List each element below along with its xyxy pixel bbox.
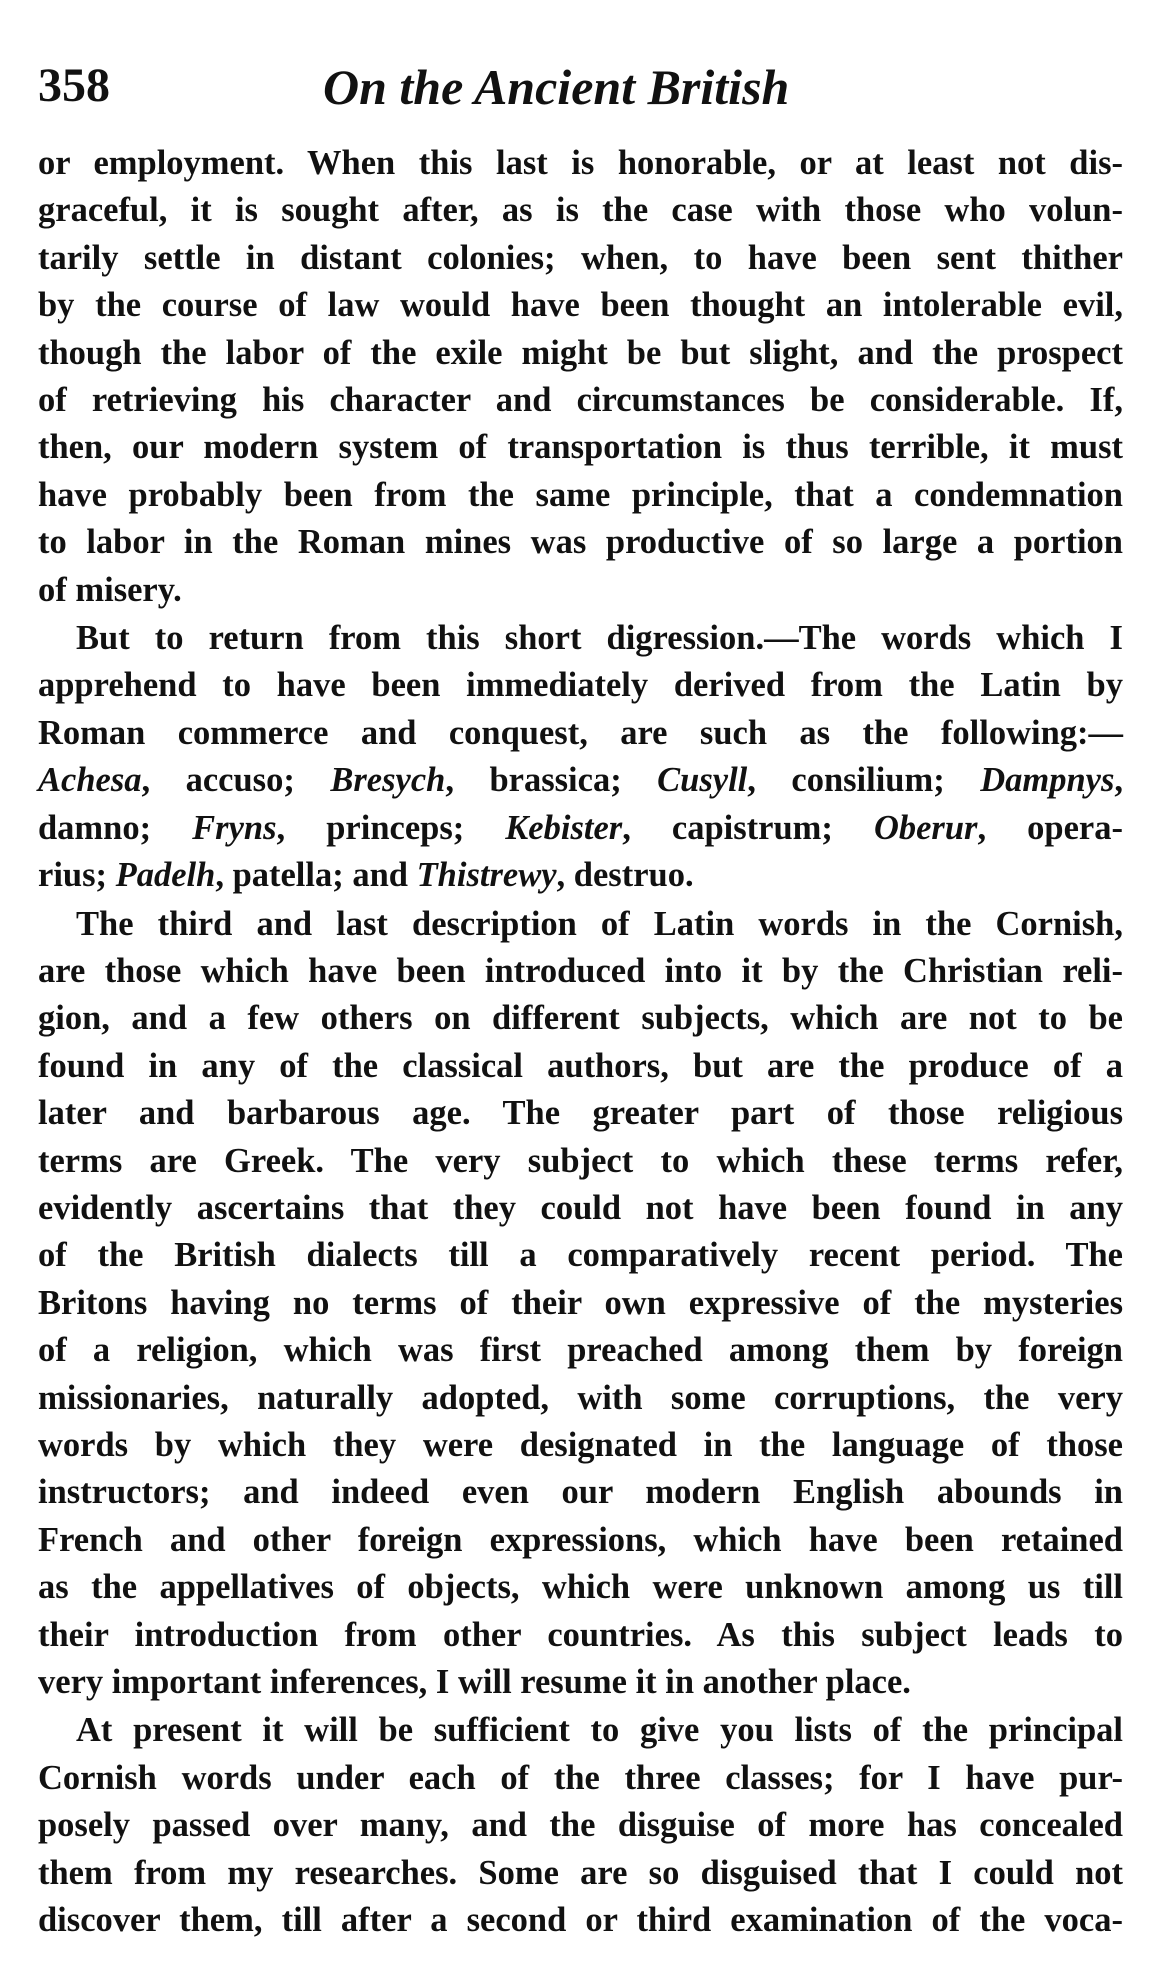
latin-word: princeps: [326, 808, 453, 847]
connector-word: and: [352, 856, 408, 895]
latin-word: damno: [38, 808, 140, 847]
text-line: Cornish words under each of the three classes; for I have pur-: [38, 1758, 1123, 1797]
text-line: found in any of the classical authors, but are the produce of a: [38, 1046, 1123, 1085]
page-number: 358: [38, 59, 110, 112]
cornish-word: Fryns: [192, 808, 277, 847]
text-line: or employment. When this last is honorable, or at least not dis-: [38, 144, 1123, 182]
latin-word: accuso: [185, 761, 284, 800]
running-head: On the Ancient British: [323, 59, 790, 115]
paragraph-2: [38, 615, 1123, 899]
text-line: are those which have been introduced into it by the Christian reli-: [38, 951, 1123, 990]
latin-word-part: rius: [38, 856, 96, 895]
latin-word: consilium: [791, 761, 934, 800]
glossary-line: damno; Fryns, princeps; Kebister, capistrum; Oberur, opera-: [38, 808, 1123, 847]
text-line: very important inferences, I will resume it in another place.: [38, 1663, 911, 1701]
text-line: evidently ascertains that they could not have been found in any: [38, 1188, 1123, 1227]
text-line: At present it will be sufficient to give you lists of the principal: [76, 1711, 1123, 1750]
latin-word: destruo: [573, 856, 685, 895]
text-line: have probably been from the same principle, that a condemnation: [38, 475, 1123, 514]
text-line: Roman commerce and conquest, are such as the following:—: [38, 713, 1123, 752]
body-text: [38, 140, 1123, 1944]
text-line: as the appellatives of objects, which were unknown among us till: [38, 1568, 1123, 1607]
text-line: of retrieving his character and circumstances be considerable. If,: [38, 381, 1123, 420]
latin-word: brassica: [489, 761, 611, 800]
glossary-line: Achesa, accuso; Bresych, brassica; Cusyll, consilium; Dampnys,: [38, 761, 1124, 800]
text-line: apprehend to have been immediately derived from the Latin by: [38, 666, 1123, 705]
text-line: instructors; and indeed even our modern English abounds in: [38, 1473, 1123, 1512]
text-line: posely passed over many, and the disguise of more has concealed: [38, 1806, 1123, 1845]
text-line: gion, and a few others on different subjects, which are not to be: [38, 999, 1123, 1038]
text-line: graceful, it is sought after, as is the case with those who volun-: [38, 191, 1123, 230]
text-line: missionaries, naturally adopted, with some corruptions, the very: [38, 1378, 1123, 1417]
cornish-word: Thistrewy: [416, 856, 557, 895]
latin-word: capistrum: [671, 808, 822, 847]
text-line: terms are Greek. The very subject to which these terms refer,: [38, 1141, 1123, 1180]
paragraph-1: [38, 140, 1123, 614]
text-line: The third and last description of Latin words in the Cornish,: [76, 904, 1123, 943]
text-line: their introduction from other countries. As this subject leads to: [38, 1615, 1123, 1654]
text-line: of the British dialects till a comparatively recent period. The: [38, 1236, 1123, 1275]
text-line: French and other foreign expressions, which have been retained: [38, 1520, 1123, 1559]
text-line: words by which they were designated in the language of those: [38, 1425, 1123, 1464]
cornish-word: Cusyll: [657, 761, 748, 800]
text-line: tarily settle in distant colonies; when, to have been sent thither: [38, 238, 1123, 277]
cornish-word: Kebister: [505, 808, 623, 847]
cornish-word: Padelh: [115, 856, 216, 895]
text-line: of misery.: [38, 570, 182, 609]
cornish-word: Oberur: [873, 808, 978, 847]
text-line: Britons having no terms of their own expressive of the mysteries: [38, 1283, 1123, 1322]
glossary-line: rius; Padelh, patella; and Thistrewy, destruo.: [38, 856, 694, 895]
text-line: of a religion, which was first preached among them by foreign: [38, 1331, 1123, 1370]
text-line: them from my researches. Some are so disguised that I could not: [38, 1853, 1123, 1892]
text-line: to labor in the Roman mines was productive of so large a portion: [38, 523, 1123, 562]
text-line: later and barbarous age. The greater part of those religious: [38, 1094, 1123, 1133]
cornish-word: Dampnys: [980, 761, 1115, 800]
text-line: But to return from this short digression.—The words which I: [76, 619, 1123, 658]
text-line: by the course of law would have been thought an intolerable evil,: [38, 286, 1123, 325]
latin-word-part: opera-: [1027, 808, 1123, 847]
cornish-word: Achesa: [38, 761, 142, 800]
page-header: [38, 58, 1095, 118]
paragraph-4: [38, 1707, 1123, 1944]
text-line: discover them, till after a second or third examination of the voca-: [38, 1901, 1123, 1940]
cornish-word: Bresych: [330, 761, 446, 800]
text-line: then, our modern system of transportation is thus terrible, it must: [38, 428, 1123, 467]
text-line: though the labor of the exile might be but slight, and the prospect: [38, 333, 1123, 372]
paragraph-3: [38, 901, 1123, 1707]
latin-word: patella: [232, 856, 333, 895]
